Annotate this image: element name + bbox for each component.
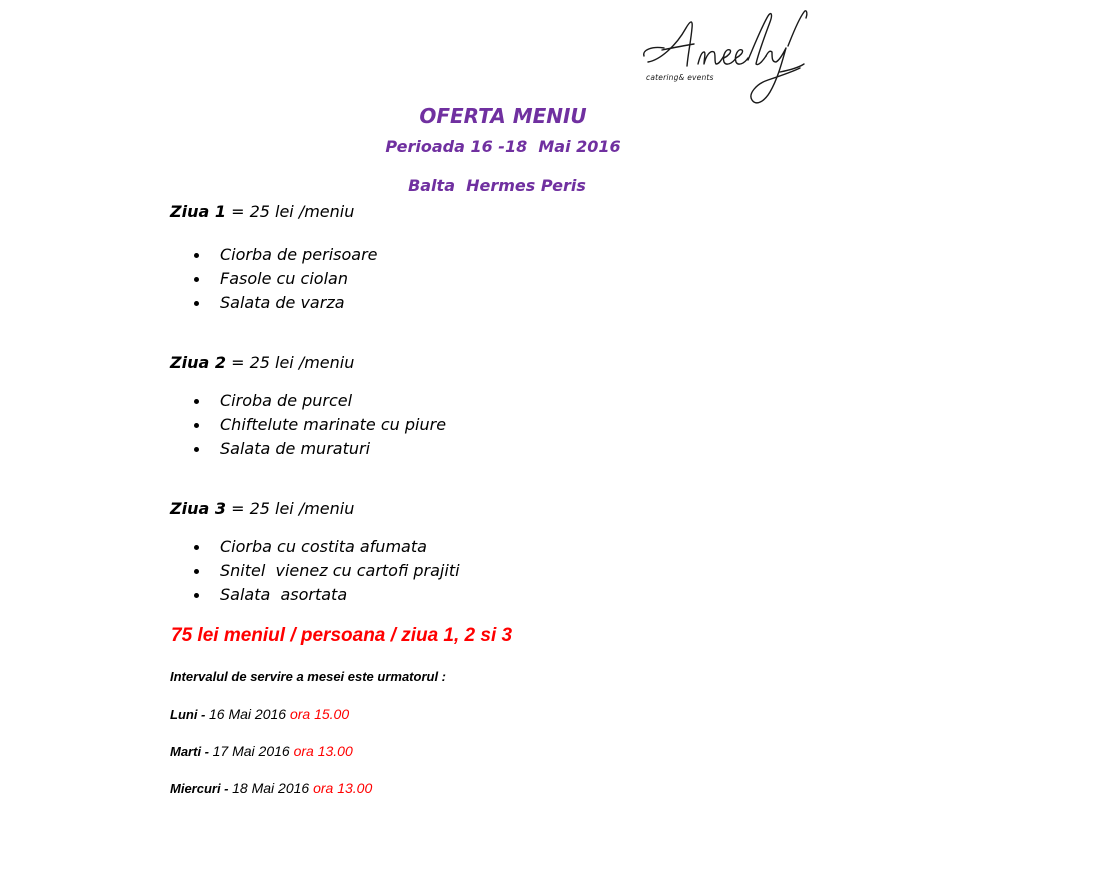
list-item xyxy=(194,291,378,315)
list-item xyxy=(194,267,378,291)
list-item xyxy=(194,559,460,583)
day-2-menu-list xyxy=(194,389,446,461)
day-label: Ziua 3 xyxy=(170,499,226,518)
list-item xyxy=(194,535,460,559)
bullet-icon xyxy=(194,593,199,598)
logo-tagline: catering& events xyxy=(646,73,714,82)
menu-item-text: Ciroba de purcel xyxy=(220,391,353,410)
menu-item-text: Snitel vienez cu cartofi prajiti xyxy=(220,561,460,580)
schedule-date: 17 Mai 2016 xyxy=(212,743,294,759)
schedule-date: 16 Mai 2016 xyxy=(209,706,290,722)
day-price: = 25 lei /meniu xyxy=(225,353,355,372)
menu-item-text: Salata asortata xyxy=(220,585,348,604)
day-3-heading xyxy=(170,499,354,518)
menu-item-text: Ciorba de perisoare xyxy=(220,245,378,264)
schedule-row xyxy=(170,706,349,722)
day-label: Ziua 1 xyxy=(170,202,226,221)
day-price: = 25 lei /meniu xyxy=(225,499,355,518)
list-item xyxy=(194,583,460,607)
schedule-day: Marti - xyxy=(170,744,213,759)
bullet-icon xyxy=(194,545,199,550)
menu-item-text: Salata de muraturi xyxy=(220,439,371,458)
day-2-heading xyxy=(170,353,354,372)
schedule-row xyxy=(170,743,353,759)
schedule-hour: ora 13.00 xyxy=(313,780,373,796)
menu-item-text: Salata de varza xyxy=(220,293,345,312)
menu-item-text: Chiftelute marinate cu piure xyxy=(220,415,447,434)
schedule-hour: ora 13.00 xyxy=(293,743,353,759)
bullet-icon xyxy=(194,569,199,574)
company-logo xyxy=(640,6,810,106)
day-price: = 25 lei /meniu xyxy=(225,202,355,221)
bullet-icon xyxy=(194,399,199,404)
day-label: Ziua 2 xyxy=(170,353,226,372)
schedule-date: 18 Mai 2016 xyxy=(232,780,314,796)
bullet-icon xyxy=(194,253,199,258)
day-1-menu-list xyxy=(194,243,378,315)
day-1-heading xyxy=(170,202,354,221)
location-subtitle: Balta Hermes Peris xyxy=(408,176,586,195)
schedule-hour: ora 15.00 xyxy=(289,706,350,722)
total-price: 75 lei meniul / persoana / ziua 1, 2 si 3 xyxy=(171,625,513,646)
bullet-icon xyxy=(194,447,199,452)
list-item xyxy=(194,437,446,461)
schedule-day: Miercuri - xyxy=(170,781,233,796)
list-item xyxy=(194,413,446,437)
logo-script-graphic xyxy=(640,6,810,106)
list-item xyxy=(194,389,446,413)
serving-interval-heading: Intervalul de servire a mesei este urmatorul : xyxy=(170,669,447,684)
menu-item-text: Fasole cu ciolan xyxy=(220,269,348,288)
list-item xyxy=(194,243,378,267)
page-title: OFERTA MENIU xyxy=(419,104,587,128)
schedule-day: Luni - xyxy=(170,707,209,722)
schedule-row xyxy=(170,780,372,796)
menu-item-text: Ciorba cu costita afumata xyxy=(220,537,427,556)
period-subtitle: Perioada 16 -18 Mai 2016 xyxy=(385,137,621,156)
bullet-icon xyxy=(194,277,199,282)
bullet-icon xyxy=(194,301,199,306)
bullet-icon xyxy=(194,423,199,428)
day-3-menu-list xyxy=(194,535,460,607)
